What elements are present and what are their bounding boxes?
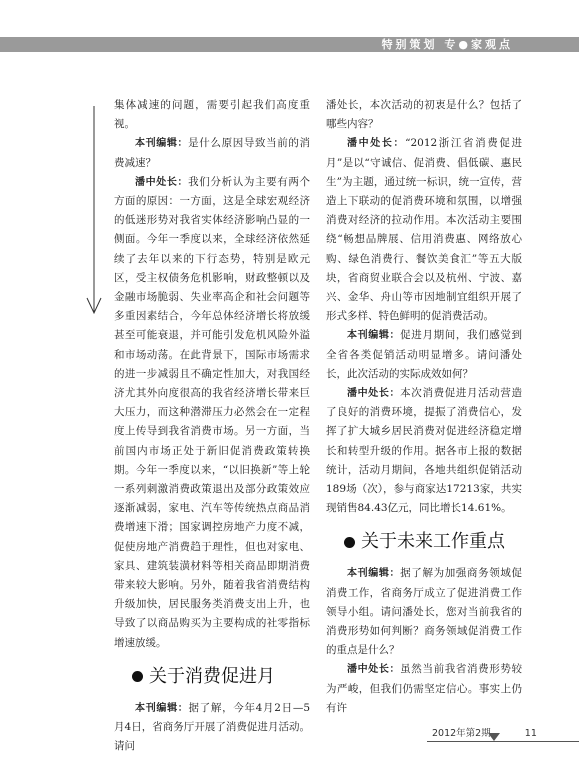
page-footer [432, 725, 537, 739]
paragraph [326, 660, 522, 718]
issue-label: 2012年第2期 [432, 728, 491, 739]
paragraph [114, 699, 310, 757]
paragraph-text: 本次消费促进月活动营造了良好的消费环境，提振了消费信心，发挥了扩大城乡居民消费对促进经济稳定增长和转型升级的作用。据各市上报的数据统计，活动月期间，各地共组织促销活动189场（次），参与商家达17213家，共实现销售84.43亿元，同比增长14.61%。 [326, 387, 523, 515]
page-number: 11 [524, 728, 537, 739]
paragraph: 集体减速的问题，需要引起我们高度重视。 [114, 99, 310, 131]
paragraph-text: 虽然当前我省消费形势较为严峻，但我们仍需坚定信心。事实上仍有许 [326, 663, 523, 714]
paragraph: 潘处长，本次活动的初衷是什么？包括了哪些内容？ [326, 99, 522, 131]
paragraph [326, 564, 522, 660]
left-column [114, 96, 310, 757]
section-header-title: 特别策划 专●家观点 [381, 38, 513, 51]
speaker-label: 本刊编辑： [347, 568, 401, 580]
right-column [326, 96, 522, 718]
paragraph-text: 我们分析认为主要有两个方面的原因：一方面，这是全球宏观经济的低迷形势对我省实体经济影响凸显的一侧面。今年一季度以来，全球经济依然延续了去年以来的下行态势，特别是欧元区，受主权债务危机影响，财政整顿以及金融市场脆弱、失业率高企和社会问题等多重因素结合，今年总体经济增长将放缓甚至可能衰退，并可能引发危机风险外溢和市场动荡。在此背景下，国际市场需求的进一步减弱且不确定性加大，对我国经济尤其外向度很高的我省经济增长带来巨大压力，而这种潜滞压力必然会在一定程度上传导到我省消费市场。另一方面，当前国内市场正处于新旧促消费政策转换期。今年一季度以来，“以旧换新”等上轮一系列刺激消费政策退出及部分政策效应逐渐减弱，家电、汽车等传统热点商品消费增速下滑；国家调控房地产力度不减，促使房地产消费趋于理性，但也对家电、家具、建筑装潢材料等相关商品即期消费带来较大影响。另外，随着我省消费结构升级加快，居民服务类消费支出上升，也导致了以商品购买为主要构成的社零指标增速放缓。 [114, 175, 311, 649]
paragraph [114, 173, 310, 653]
paragraph [326, 134, 522, 326]
down-arrow-icon [86, 106, 102, 316]
section-heading-text: 关于未来工作重点 [361, 531, 505, 553]
speaker-label: 潘中处长： [135, 176, 189, 188]
paragraph-text: 据了解，今年4月2日—5月4日，省商务厅开展了消费促进月活动。请问 [114, 701, 310, 753]
section-heading [344, 530, 522, 554]
section-heading-text: 关于消费促进月 [149, 665, 275, 687]
paragraph-text: 促进月期间，我们感觉到全省各类促销活动明显增多。请问潘处长，此次活动的实际成效如何？ [326, 329, 523, 380]
speaker-label: 潘中处长： [347, 664, 401, 676]
paragraph-text: 是什么原因导致当前的消费减速？ [114, 137, 311, 169]
paragraph [326, 326, 522, 384]
section-heading [132, 665, 310, 689]
paragraph-text: “2012浙江省消费促进月”是以“守诚信、促消费、倡低碳、惠民生”为主题，通过统一标识，统一宣传，营造上下联动的促消费环境和氛围，以增强消费对经济的拉动作用。本次活动主要围绕“畅想品牌展、信用消费惠、网络放心购、绿色消费行、餐饮美食汇”等五大版块，省商贸业联合会以及杭州、宁波、嘉兴、金华、舟山等市因地制宜组织开展了形式多样、特色鲜明的促消费活动。 [326, 137, 523, 323]
bullet-icon [344, 537, 355, 548]
paragraph [326, 384, 522, 518]
top-margin [0, 0, 579, 36]
paragraph-text: 据了解为加强商务领域促消费工作，省商务厅成立了促进消费工作领导小组。请问潘处长，您对当前我省的消费形势如何判断？商务领域促消费工作的重点是什么？ [326, 567, 523, 657]
speaker-label: 本刊编辑： [135, 702, 189, 714]
speaker-label: 潘中处长： [347, 388, 401, 400]
speaker-label: 潘中处长： [347, 138, 406, 150]
footer-notch [488, 733, 500, 741]
speaker-label: 本刊编辑： [347, 330, 401, 342]
speaker-label: 本刊编辑： [135, 138, 189, 150]
paragraph [114, 134, 310, 172]
footer-rule [427, 741, 579, 742]
bullet-icon [132, 671, 143, 682]
